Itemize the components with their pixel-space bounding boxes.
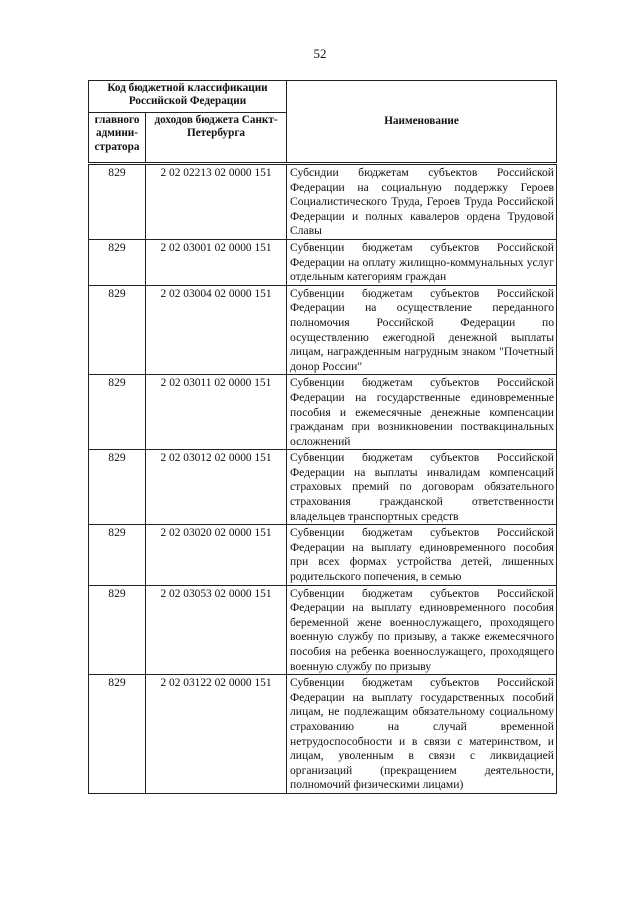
- name-cell: Субвенции бюджетам субъектов Российской Федерации на выплату единовременного пособия беременной жене военнослужащего, проходящего военную службу по призыву, а также ежемесячного пособия на ребенка военнослужащего, проходящего военную службу по призыву: [287, 585, 557, 675]
- admin-code-cell: 829: [89, 165, 146, 240]
- name-cell: Субвенции бюджетам субъектов Российской Федерации на государственные единовременные пособия и ежемесячные денежные компенсации гражданам при возникновении поствакцинальных осложнений: [287, 375, 557, 450]
- classification-table: [88, 164, 557, 794]
- admin-code-cell: 829: [89, 675, 146, 794]
- income-code-cell: 2 02 03011 02 0000 151: [146, 375, 287, 450]
- table-row: [89, 585, 557, 675]
- table-header: [88, 80, 557, 163]
- table-row: [89, 675, 557, 794]
- income-code-cell: 2 02 03053 02 0000 151: [146, 585, 287, 675]
- header-classification-code: Код бюджетной классификации Российской Федерации: [89, 81, 287, 113]
- name-cell: Субсидии бюджетам субъектов Российской Федерации на социальную поддержку Героев Социалистического Труда, Героев Труда Российской Федерации и полных кавалеров ордена Трудовой Славы: [287, 165, 557, 240]
- admin-code-cell: 829: [89, 285, 146, 375]
- income-code-cell: 2 02 03001 02 0000 151: [146, 239, 287, 285]
- admin-code-cell: 829: [89, 525, 146, 585]
- table-row: [89, 375, 557, 450]
- name-cell: Субвенции бюджетам субъектов Российской Федерации на осуществление переданного полномочия Российской Федерации по осуществлению ежегодной денежной выплаты лицам, награжденным нагрудным знаком "Почетный донор России": [287, 285, 557, 375]
- page-number: 52: [313, 46, 327, 61]
- table-row: [89, 239, 557, 285]
- admin-code-cell: 829: [89, 450, 146, 525]
- name-cell: Субвенции бюджетам субъектов Российской Федерации на оплату жилищно-коммунальных услуг отдельным категориям граждан: [287, 239, 557, 285]
- table-row: [89, 165, 557, 240]
- header-income: доходов бюджета Санкт-Петербурга: [146, 113, 287, 163]
- income-code-cell: 2 02 03004 02 0000 151: [146, 285, 287, 375]
- admin-code-cell: 829: [89, 375, 146, 450]
- income-code-cell: 2 02 03012 02 0000 151: [146, 450, 287, 525]
- name-cell: Субвенции бюджетам субъектов Российской Федерации на выплату единовременного пособия при всех формах устройства детей, лишенных родительского попечения, в семью: [287, 525, 557, 585]
- income-code-cell: 2 02 02213 02 0000 151: [146, 165, 287, 240]
- admin-code-cell: 829: [89, 585, 146, 675]
- name-cell: Субвенции бюджетам субъектов Российской Федерации на выплаты инвалидам компенсаций страховых премий по договорам обязательного страхования гражданской ответственности владельцев транспортных средств: [287, 450, 557, 525]
- header-name: Наименование: [287, 81, 557, 163]
- header-admin: главного админи-стратора: [89, 113, 146, 163]
- table-row: [89, 285, 557, 375]
- income-code-cell: 2 02 03020 02 0000 151: [146, 525, 287, 585]
- table-row: [89, 450, 557, 525]
- income-code-cell: 2 02 03122 02 0000 151: [146, 675, 287, 794]
- table-row: [89, 525, 557, 585]
- admin-code-cell: 829: [89, 239, 146, 285]
- name-cell: Субвенции бюджетам субъектов Российской Федерации на выплату государственных пособий лицам, не подлежащим обязательному социальному страхованию на случай временной нетрудоспособности и в связи с материнством, и лицам, уволенным в связи с ликвидацией организаций (прекращением деятельности, полномочий физическими лицами): [287, 675, 557, 794]
